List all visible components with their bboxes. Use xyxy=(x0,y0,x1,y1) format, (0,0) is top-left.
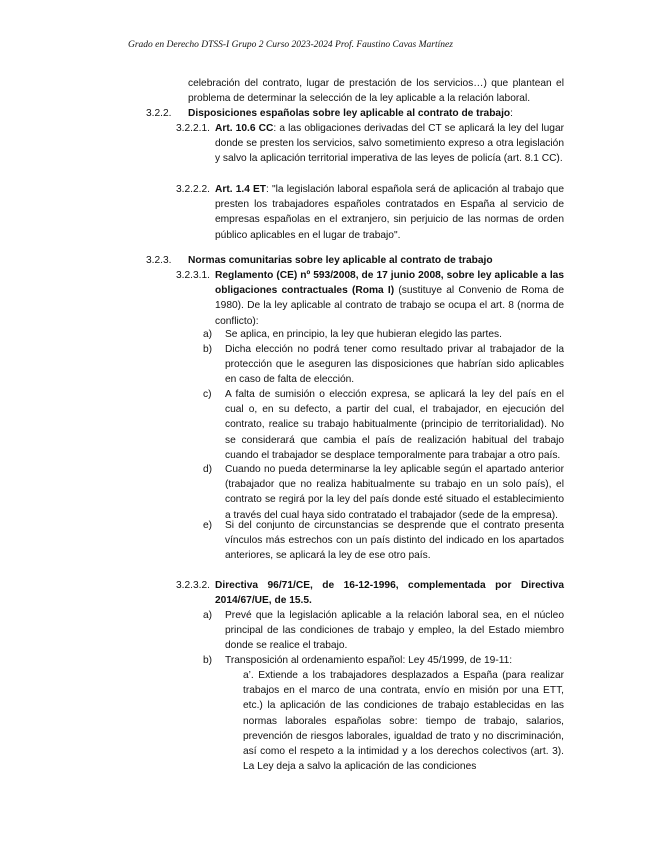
list-label: e) xyxy=(203,520,213,531)
section-3-2-2-title: Disposiciones españolas sobre ley aplicable al contrato de trabajo: xyxy=(188,108,513,119)
list-label: b) xyxy=(203,344,213,355)
section-3-2-2-2-number: 3.2.2.2. xyxy=(176,184,210,195)
list-item: Transposición al ordenamiento español: Ley 45/1999, de 19-11: xyxy=(225,655,513,666)
section-3-2-3-2-number: 3.2.3.2. xyxy=(176,580,210,591)
list-item: Prevé que la legislación aplicable a la relación laboral sea, en el núcleo principal de las condiciones de trabajo y empleo, la del Estado miembro donde se realice el trabajo. xyxy=(225,610,564,652)
section-3-2-2-number: 3.2.2. xyxy=(146,108,172,119)
page-header: Grado en Derecho DTSS-I Grupo 2 Curso 2023-2024 Prof. Faustino Cavas Martínez xyxy=(128,40,453,50)
list-item: Se aplica, en principio, la ley que hubieran elegido las partes. xyxy=(225,329,502,340)
list-label: a) xyxy=(203,329,213,340)
list-label: c) xyxy=(203,389,212,400)
list-label: d) xyxy=(203,464,213,475)
list-label: b) xyxy=(203,655,213,666)
section-3-2-3-2-title: Directiva 96/71/CE, de 16-12-1996, complementada por Directiva 2014/67/UE, de 15.5. xyxy=(215,580,564,607)
list-label: a) xyxy=(203,610,213,621)
section-3-2-3-1-text: Reglamento (CE) nº 593/2008, de 17 junio 2008, sobre ley aplicable a las obligaciones contractuales (Roma I) (sustituye al Convenio de Roma de 1980). De la ley aplicable al contrato de trabajo se ocupa el art. 8 (norma de conflicto): xyxy=(215,270,564,327)
list-item: A falta de sumisión o elección expresa, se aplicará la ley del país en el cual o, en su defecto, a partir del cual, el trabajador, en ejecución del contrato, realice su trabajo habitualmente (principio de territorialidad). No se considerará que cambia el país de realización habitual del trabajo cuando el trabajador se desplace temporalmente para trabajar a otro país. xyxy=(225,389,564,461)
list-item: Cuando no pueda determinarse la ley aplicable según el apartado anterior (trabajador que no realiza habitualmente su trabajo en un solo país), el contrato se regirá por la ley del país donde esté situado el establecimiento a través del cual haya sido contratado el trabajador (sede de la empresa). xyxy=(225,464,564,521)
sub-list-item: a’. Extiende a los trabajadores desplazados a España (para realizar trabajos en el marco de una contrata, envío en misión por una ETT, etc.) la aplicación de las condiciones de trabajo establecidas en las normas laborales españolas sobre: tiempo de trabajo, salarios, prevención de riesgos laborales, igualdad de trato y no discriminación, así como el respeto a la intimidad y a los derechos colectivos (art. 3). La Ley deja a salvo la aplicación de las condiciones xyxy=(243,670,564,773)
intro-paragraph: celebración del contrato, lugar de prestación de los servicios…) que plantean el problema de determinar la selección de la ley aplicable a la relación laboral. xyxy=(188,78,564,105)
section-3-2-2-1-number: 3.2.2.1. xyxy=(176,123,210,134)
section-3-2-3-1-number: 3.2.3.1. xyxy=(176,270,210,281)
section-3-2-2-1-text: Art. 10.6 CC: a las obligaciones derivadas del CT se aplicará la ley del lugar donde se presten los servicios, salvo sometimiento expreso a otra legislación y salvo la aplicación territorial imperativa de las leyes de policía (art. 8.1 CC). xyxy=(215,123,565,165)
list-item: Si del conjunto de circunstancias se desprende que el contrato presenta vínculos más estrechos con un país distinto del indicado en los apartados anteriores, se aplicará la ley de ese otro país. xyxy=(225,520,564,562)
section-3-2-2-2-text: Art. 1.4 ET: "la legislación laboral española será de aplicación al trabajo que presten los trabajadores españoles contratados en España al servicio de empresas españolas en el extranjero, sin perjuicio de las normas de orden público aplicables en el lugar de trabajo". xyxy=(215,184,565,241)
list-item: Dicha elección no podrá tener como resultado privar al trabajador de la protección que le aseguren las disposiciones que habrían sido aplicables en caso de falta de elección. xyxy=(225,344,564,386)
section-3-2-3-number: 3.2.3. xyxy=(146,255,172,266)
section-3-2-3-title: Normas comunitarias sobre ley aplicable al contrato de trabajo xyxy=(188,255,493,266)
